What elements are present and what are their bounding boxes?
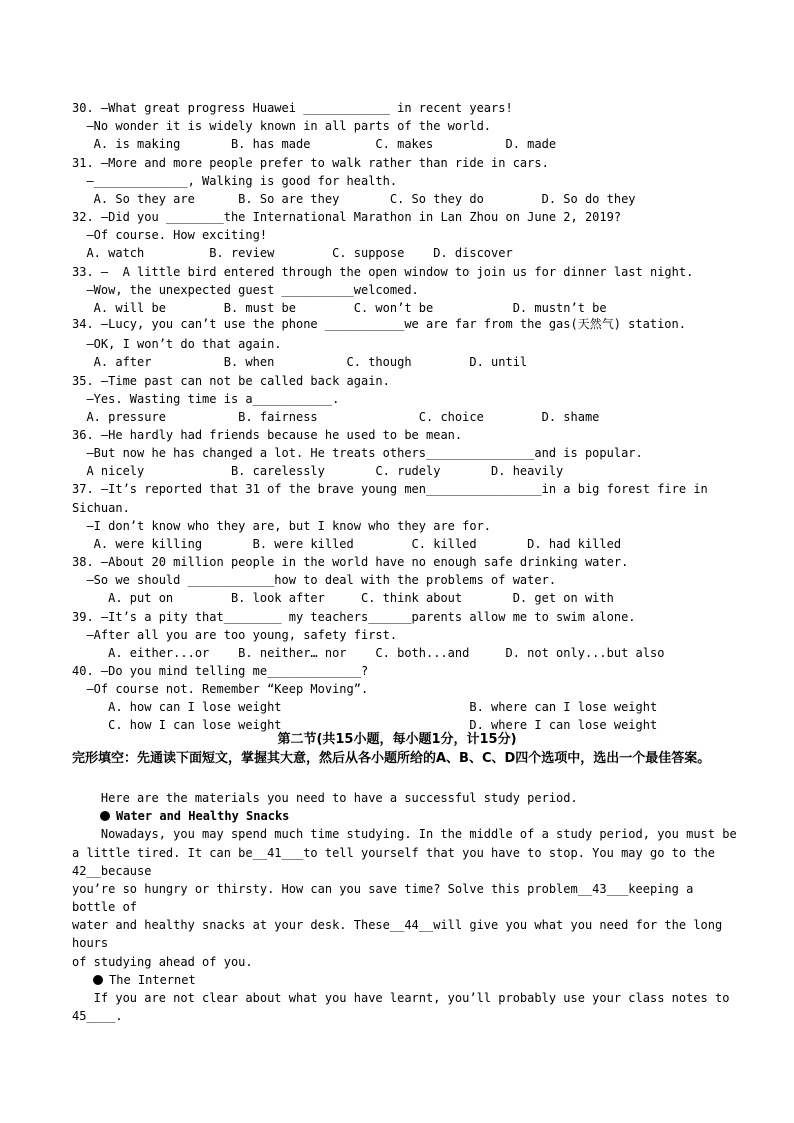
heading-water-snacks-text: Water and Healthy Snacks [116,809,290,823]
bullet-icon [100,811,110,821]
q31-reply: —_____________, Walking is good for health. [72,174,398,188]
q30-stem: 30. —What great progress Huawei ____________ in recent years! [72,101,513,115]
passage-line: hours [72,936,109,950]
q34-reply: —OK, I won’t do that again. [72,337,282,351]
q31-options: A. So they are B. So are they C. So they do D. So do they [72,192,636,206]
passage-line: Nowadays, you may spend much time studying. In the middle of a study period, you must be [72,827,737,841]
passage-line: of studying ahead of you. [72,955,253,969]
q38-options: A. put on B. look after C. think about D. get on with [72,591,614,605]
passage-intro: Here are the materials you need to have a successful study period. [72,791,578,805]
q40-reply: —Of course not. Remember “Keep Moving”. [72,682,369,696]
q37-stem-cont: Sichuan. [72,501,130,515]
q31-stem: 31. —More and more people prefer to walk rather than ride in cars. [72,156,549,170]
q33-reply: —Wow, the unexpected guest __________welcomed. [72,283,419,297]
passage-line: 45____. [72,1009,123,1023]
section-instruction: 完形填空：先通读下面短文，掌握其大意，然后从各小题所给的A、B、C、D四个选项中，选出一个最佳答案。 [72,751,711,766]
q32-reply: —Of course. How exciting! [72,228,268,242]
q40-options-cd: C. how I can lose weight D. where I can lose weight [72,718,658,732]
q33-stem: 33. — A little bird entered through the open window to join us for dinner last night. [72,265,694,279]
q30-reply: —No wonder it is widely known in all parts of the world. [72,119,492,133]
q40-stem: 40. —Do you mind telling me_____________? [72,664,369,678]
q40-options-ab: A. how can I lose weight B. where can I lose weight [72,700,658,714]
q33-options: A. will be B. must be C. won’t be D. mustn’t be [72,301,607,315]
q37-options: A. were killing B. were killed C. killed D. had killed [72,537,622,551]
passage-line: water and healthy snacks at your desk. These__44__will give you what you need for the long [72,918,723,932]
bullet-icon [93,975,103,985]
q35-stem: 35. —Time past can not be called back again. [72,374,390,388]
q34-options: A. after B. when C. though D. until [72,355,528,369]
q38-reply: —So we should ____________how to deal with the problems of water. [72,573,557,587]
heading-internet-text: The Internet [109,973,196,987]
q35-reply: —Yes. Wasting time is a___________. [72,392,340,406]
heading-water-snacks [100,807,289,825]
q39-options: A. either...or B. neither… nor C. both...and D. not only...but also [72,646,665,660]
passage-line: 42__because [72,864,152,878]
heading-internet [93,971,196,989]
q32-stem: 32. —Did you ________the International Marathon in Lan Zhou on June 2, 2019? [72,210,622,224]
q38-stem: 38. —About 20 million people in the world have no enough safe drinking water. [72,555,629,569]
section-title: 第二节(共15小题，每小题1分，计15分) [277,732,517,747]
q35-options: A. pressure B. fairness C. choice D. shame [72,410,600,424]
q30-options: A. is making B. has made C. makes D. made [72,137,557,151]
q37-stem: 37. —It’s reported that 31 of the brave young men________________in a big forest fire in [72,482,708,496]
q37-reply: —I don’t know who they are, but I know who they are for. [72,519,492,533]
q32-options: A. watch B. review C. suppose D. discover [72,246,513,260]
q36-reply: —But now he has changed a lot. He treats others_______________and is popular. [72,446,643,460]
q39-reply: —After all you are too young, safety first. [72,628,398,642]
q39-stem: 39. —It’s a pity that________ my teachers______parents allow me to swim alone. [72,610,636,624]
passage-line: you’re so hungry or thirsty. How can you save time? Solve this problem__43___keeping a [72,882,694,896]
passage-line: If you are not clear about what you have learnt, you’ll probably use your class notes to [72,991,730,1005]
q34-stem: 34. —Lucy, you can’t use the phone ___________we are far from the gas(天然气) station. [72,317,686,331]
q36-stem: 36. —He hardly had friends because he used to be mean. [72,428,463,442]
passage-line: bottle of [72,900,138,914]
q36-options: A nicely B. carelessly C. rudely D. heavily [72,464,564,478]
passage-line: a little tired. It can be__41___to tell yourself that you have to stop. You may go to the [72,846,715,860]
